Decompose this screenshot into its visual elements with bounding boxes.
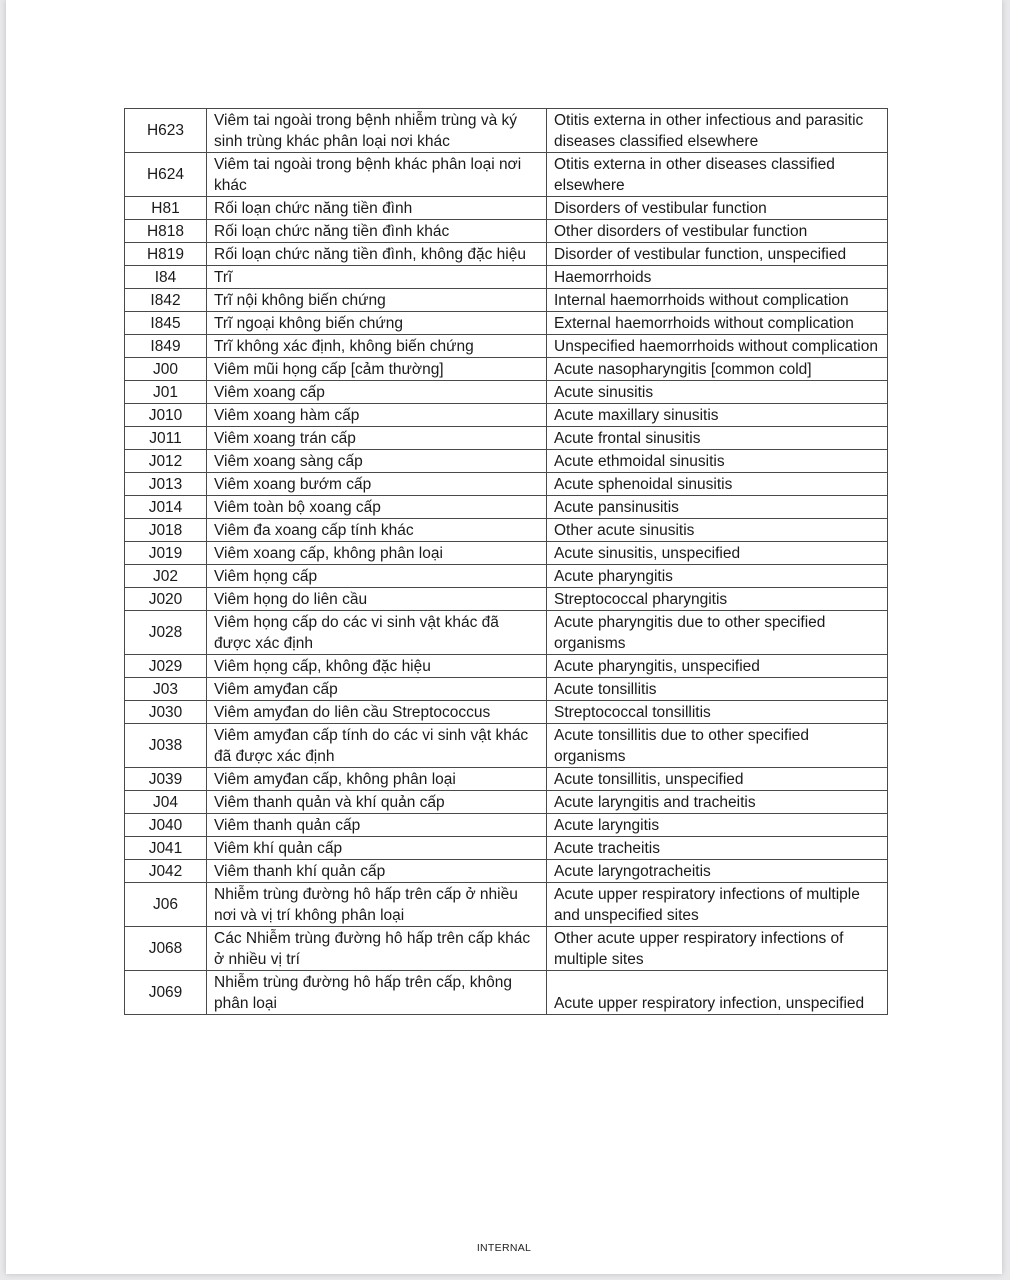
english-description-cell: Acute tonsillitis, unspecified: [547, 768, 888, 791]
code-cell: H623: [125, 109, 207, 153]
english-description-cell: Other disorders of vestibular function: [547, 220, 888, 243]
code-cell: J018: [125, 519, 207, 542]
code-cell: I842: [125, 289, 207, 312]
code-cell: J038: [125, 724, 207, 768]
table-row: [125, 450, 888, 473]
code-cell: J028: [125, 611, 207, 655]
english-description-cell: Acute laryngitis and tracheitis: [547, 791, 888, 814]
vietnamese-description-cell: Viêm họng cấp, không đặc hiệu: [207, 655, 547, 678]
table-row: [125, 335, 888, 358]
vietnamese-description-cell: Viêm mũi họng cấp [cảm thường]: [207, 358, 547, 381]
english-description-cell: Otitis externa in other infectious and parasitic diseases classified elsewhere: [547, 109, 888, 153]
code-cell: J03: [125, 678, 207, 701]
english-description-cell: Acute pansinusitis: [547, 496, 888, 519]
english-description-cell: Acute pharyngitis due to other specified organisms: [547, 611, 888, 655]
vietnamese-description-cell: Viêm amyđan cấp tính do các vi sinh vật khác đã được xác định: [207, 724, 547, 768]
table-row: [125, 266, 888, 289]
english-description-cell: Other acute upper respiratory infections of multiple sites: [547, 927, 888, 971]
table-row: [125, 496, 888, 519]
table-row: [125, 565, 888, 588]
code-cell: J020: [125, 588, 207, 611]
vietnamese-description-cell: Rối loạn chức năng tiền đình khác: [207, 220, 547, 243]
english-description-cell: Acute sphenoidal sinusitis: [547, 473, 888, 496]
vietnamese-description-cell: Viêm xoang hàm cấp: [207, 404, 547, 427]
vietnamese-description-cell: Viêm amyđan cấp: [207, 678, 547, 701]
code-cell: J02: [125, 565, 207, 588]
code-cell: J041: [125, 837, 207, 860]
vietnamese-description-cell: Viêm xoang cấp: [207, 381, 547, 404]
vietnamese-description-cell: Viêm họng cấp do các vi sinh vật khác đã được xác định: [207, 611, 547, 655]
vietnamese-description-cell: Trĩ không xác định, không biến chứng: [207, 335, 547, 358]
code-cell: H81: [125, 197, 207, 220]
english-description-cell: Acute laryngotracheitis: [547, 860, 888, 883]
table-row: [125, 289, 888, 312]
english-description-cell: Disorders of vestibular function: [547, 197, 888, 220]
vietnamese-description-cell: Viêm xoang bướm cấp: [207, 473, 547, 496]
code-cell: J01: [125, 381, 207, 404]
vietnamese-description-cell: Rối loạn chức năng tiền đình, không đặc hiệu: [207, 243, 547, 266]
english-description-cell: Disorder of vestibular function, unspecified: [547, 243, 888, 266]
code-cell: J06: [125, 883, 207, 927]
table-row: [125, 427, 888, 450]
code-cell: J013: [125, 473, 207, 496]
table-row: [125, 814, 888, 837]
code-cell: J014: [125, 496, 207, 519]
english-description-cell: Internal haemorrhoids without complication: [547, 289, 888, 312]
code-cell: J039: [125, 768, 207, 791]
english-description-cell: Acute upper respiratory infection, unspecified: [547, 971, 888, 1015]
table-row: [125, 724, 888, 768]
table-row: [125, 243, 888, 266]
code-cell: I849: [125, 335, 207, 358]
english-description-cell: Other acute sinusitis: [547, 519, 888, 542]
english-description-cell: Acute tonsillitis due to other specified organisms: [547, 724, 888, 768]
table-row: [125, 312, 888, 335]
table-row: [125, 883, 888, 927]
code-cell: H624: [125, 153, 207, 197]
table-row: [125, 358, 888, 381]
english-description-cell: Streptococcal tonsillitis: [547, 701, 888, 724]
footer-label: INTERNAL: [476, 1242, 532, 1254]
code-cell: J019: [125, 542, 207, 565]
vietnamese-description-cell: Trĩ nội không biến chứng: [207, 289, 547, 312]
table-row: [125, 588, 888, 611]
vietnamese-description-cell: Viêm xoang cấp, không phân loại: [207, 542, 547, 565]
vietnamese-description-cell: Viêm toàn bộ xoang cấp: [207, 496, 547, 519]
english-description-cell: Acute frontal sinusitis: [547, 427, 888, 450]
code-cell: H818: [125, 220, 207, 243]
table-row: [125, 701, 888, 724]
code-cell: I84: [125, 266, 207, 289]
table-row: [125, 197, 888, 220]
english-description-cell: Otitis externa in other diseases classified elsewhere: [547, 153, 888, 197]
code-cell: H819: [125, 243, 207, 266]
table-body: [125, 109, 888, 1015]
table-row: [125, 381, 888, 404]
vietnamese-description-cell: Trĩ: [207, 266, 547, 289]
vietnamese-description-cell: Viêm thanh quản cấp: [207, 814, 547, 837]
vietnamese-description-cell: Trĩ ngoại không biến chứng: [207, 312, 547, 335]
vietnamese-description-cell: Viêm xoang trán cấp: [207, 427, 547, 450]
english-description-cell: External haemorrhoids without complication: [547, 312, 888, 335]
icd-code-table: [124, 108, 888, 1015]
english-description-cell: Acute tracheitis: [547, 837, 888, 860]
table-row: [125, 220, 888, 243]
table-row: [125, 611, 888, 655]
code-cell: J011: [125, 427, 207, 450]
table-row: [125, 927, 888, 971]
table-row: [125, 791, 888, 814]
english-description-cell: Unspecified haemorrhoids without complication: [547, 335, 888, 358]
vietnamese-description-cell: Nhiễm trùng đường hô hấp trên cấp, không phân loại: [207, 971, 547, 1015]
table-row: [125, 971, 888, 1015]
table-row: [125, 109, 888, 153]
vietnamese-description-cell: Nhiễm trùng đường hô hấp trên cấp ở nhiều nơi và vị trí không phân loại: [207, 883, 547, 927]
code-cell: J042: [125, 860, 207, 883]
code-cell: J00: [125, 358, 207, 381]
vietnamese-description-cell: Viêm họng do liên cầu: [207, 588, 547, 611]
vietnamese-description-cell: Rối loạn chức năng tiền đình: [207, 197, 547, 220]
table-row: [125, 404, 888, 427]
vietnamese-description-cell: Viêm tai ngoài trong bệnh khác phân loại nơi khác: [207, 153, 547, 197]
english-description-cell: Acute tonsillitis: [547, 678, 888, 701]
english-description-cell: Acute laryngitis: [547, 814, 888, 837]
code-cell: J069: [125, 971, 207, 1015]
vietnamese-description-cell: Viêm khí quản cấp: [207, 837, 547, 860]
code-cell: J030: [125, 701, 207, 724]
table-row: [125, 542, 888, 565]
table-row: [125, 153, 888, 197]
english-description-cell: Acute nasopharyngitis [common cold]: [547, 358, 888, 381]
document-page: [6, 0, 1002, 1274]
code-cell: J068: [125, 927, 207, 971]
vietnamese-description-cell: Viêm họng cấp: [207, 565, 547, 588]
english-description-cell: Acute pharyngitis: [547, 565, 888, 588]
english-description-cell: Acute sinusitis, unspecified: [547, 542, 888, 565]
table-row: [125, 519, 888, 542]
vietnamese-description-cell: Viêm xoang sàng cấp: [207, 450, 547, 473]
vietnamese-description-cell: Viêm amyđan cấp, không phân loại: [207, 768, 547, 791]
table-row: [125, 837, 888, 860]
code-cell: J012: [125, 450, 207, 473]
vietnamese-description-cell: Viêm tai ngoài trong bệnh nhiễm trùng và ký sinh trùng khác phân loại nơi khác: [207, 109, 547, 153]
vietnamese-description-cell: Viêm đa xoang cấp tính khác: [207, 519, 547, 542]
vietnamese-description-cell: Viêm thanh quản và khí quản cấp: [207, 791, 547, 814]
table-row: [125, 678, 888, 701]
english-description-cell: Acute pharyngitis, unspecified: [547, 655, 888, 678]
table-row: [125, 860, 888, 883]
vietnamese-description-cell: Viêm amyđan do liên cầu Streptococcus: [207, 701, 547, 724]
code-cell: I845: [125, 312, 207, 335]
code-cell: J040: [125, 814, 207, 837]
english-description-cell: Acute ethmoidal sinusitis: [547, 450, 888, 473]
english-description-cell: Streptococcal pharyngitis: [547, 588, 888, 611]
code-cell: J010: [125, 404, 207, 427]
vietnamese-description-cell: Viêm thanh khí quản cấp: [207, 860, 547, 883]
english-description-cell: Acute sinusitis: [547, 381, 888, 404]
table-row: [125, 768, 888, 791]
english-description-cell: Acute upper respiratory infections of multiple and unspecified sites: [547, 883, 888, 927]
vietnamese-description-cell: Các Nhiễm trùng đường hô hấp trên cấp khác ở nhiều vị trí: [207, 927, 547, 971]
table-row: [125, 655, 888, 678]
code-cell: J04: [125, 791, 207, 814]
english-description-cell: Acute maxillary sinusitis: [547, 404, 888, 427]
code-cell: J029: [125, 655, 207, 678]
table-row: [125, 473, 888, 496]
english-description-cell: Haemorrhoids: [547, 266, 888, 289]
